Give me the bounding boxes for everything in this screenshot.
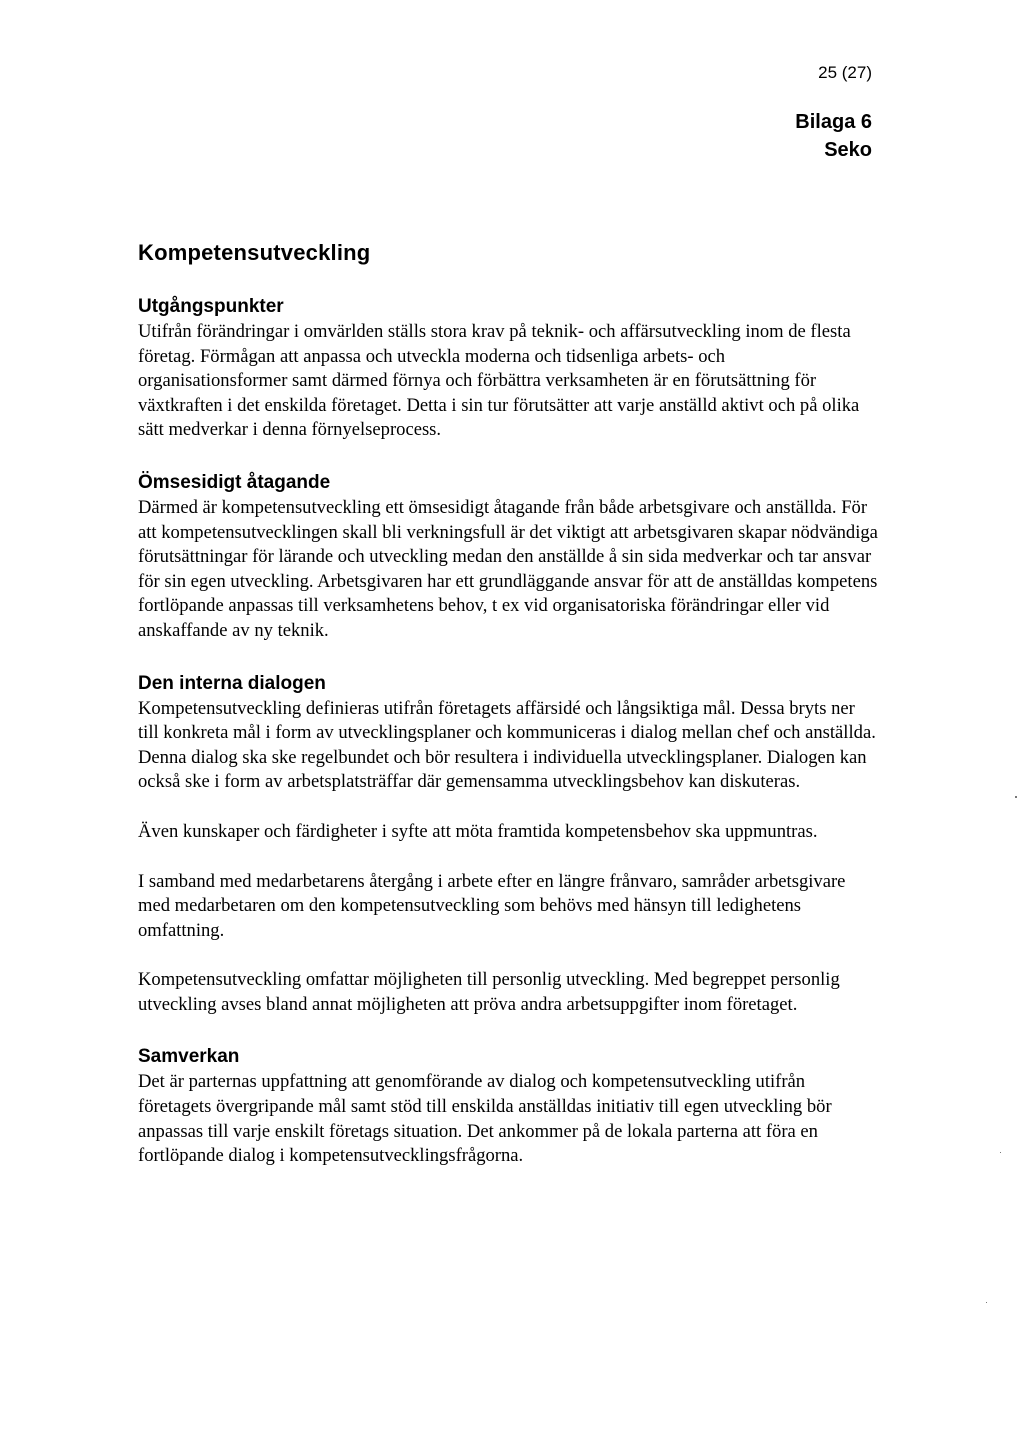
page-number: 25 (27) [818, 63, 872, 82]
page-header [795, 62, 872, 164]
section-den-interna-dialogen [138, 671, 878, 1018]
document-title: Kompetensutveckling [138, 240, 371, 265]
paragraph: Utifrån förändringar i omvärlden ställs stora krav på teknik- och affärsutveckling inom de flesta företag. Förmågan att anpassa och utveckla moderna och tidsenliga arbets- och organisationsformer samt därmed förnya och förbättra verksamheten är en förutsättning för växtkraften i det enskilda företaget. Detta i sin tur förutsätter att varje anställd aktivt och på olika sätt medverkar i denna förnyelseprocess. [138, 321, 860, 441]
section-utgangspunkter [138, 294, 878, 443]
annex-label: Bilaga 6 [795, 111, 872, 133]
document-body [138, 238, 878, 1196]
paragraph: Det är parternas uppfattning att genomförande av dialog och kompetensutveckling utifrån företagets övergripande mål samt stöd till enskilda anställdas initiativ till egen utveckling bör anpassas till varje enskilt företags situation. Det ankommer på de lokala parterna att föra en fortlöpande dialog i kompetensutvecklingsfrågorna. [138, 1071, 832, 1167]
scan-speck [1000, 1152, 1001, 1153]
scan-speck [1015, 796, 1017, 798]
section-heading: Ömsesidigt åtagande [138, 471, 331, 493]
section-omsesidigt-atagande [138, 470, 878, 644]
section-heading: Samverkan [138, 1046, 240, 1068]
organization-name: Seko [824, 139, 872, 161]
paragraph: I samband med medarbetarens återgång i arbete efter en längre frånvaro, samråder arbetsgivare med medarbetaren om den kompetensutveckling som behövs med hänsyn till ledighetens omfattning. [138, 870, 846, 941]
section-samverkan [138, 1044, 878, 1168]
paragraph: Kompetensutveckling omfattar möjligheten till personlig utveckling. Med begreppet personlig utveckling avses bland annat möjligheten att pröva andra arbetsuppgifter inom företaget. [138, 969, 840, 1015]
paragraph: Därmed är kompetensutveckling ett ömsesidigt åtagande från både arbetsgivare och anställda. För att kompetensutvecklingen skall bli verkningsfull är det viktigt att arbetsgivaren skapar nödvändiga förutsättningar för lärande och utveckling medan den anställde å sin sida medverkar och tar ansvar för sin egen utveckling. Arbetsgivaren har ett grundläggande ansvar för att de anställdas kompetens fortlöpande anpassas till verksamhetens behov, t ex vid organisatoriska förändringar eller vid anskaffande av ny teknik. [138, 496, 878, 641]
scan-speck [986, 1302, 987, 1303]
section-heading: Den interna dialogen [138, 672, 326, 694]
section-heading: Utgångspunkter [138, 296, 284, 317]
paragraph: Även kunskaper och färdigheter i syfte att möta framtida kompetensbehov ska uppmuntras. [138, 820, 818, 842]
paragraph: Kompetensutveckling definieras utifrån företagets affärsidé och långsiktiga mål. Dessa bryts ner till konkreta mål i form av utvecklingsplaner och kommuniceras i dialog mellan chef och anställda. Denna dialog ska ske regelbundet och bör resultera i individuella utvecklingsplaner. Dialogen kan också ske i form av arbetsplatsträffar där gemensamma utvecklingsbehov kan diskuteras. [138, 697, 876, 793]
